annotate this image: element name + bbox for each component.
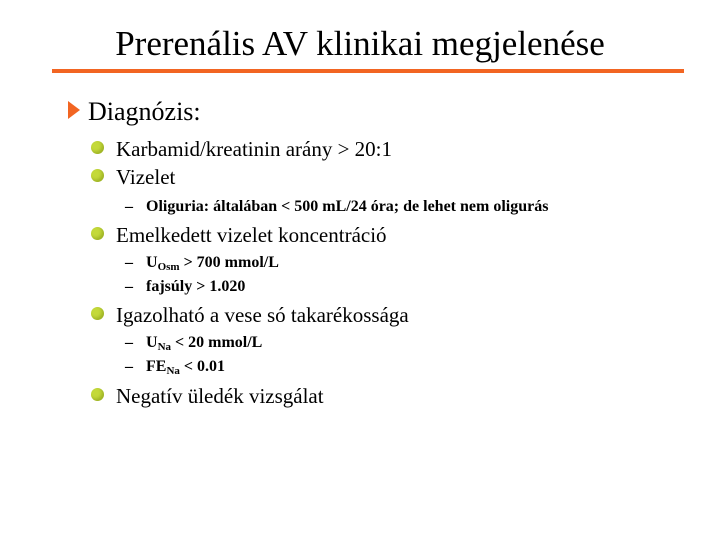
subscript-na: Na (166, 365, 180, 377)
sub-bullet-text (146, 253, 279, 273)
green-dot-icon (91, 169, 104, 182)
sub-bullet-text: Oliguria: általában < 500 mL/24 óra; de lehet nem oligurás (146, 198, 549, 215)
slide-title: Prerenális AV klinikai megjelenése (115, 24, 605, 63)
symbol-fe: FE (146, 358, 167, 375)
bullet-text: Karbamid/kreatinin arány > 20:1 (116, 137, 393, 161)
value-text: < 0.01 (179, 358, 226, 375)
sub-bullet-text (146, 357, 225, 377)
heading-text: Diagnózis: (88, 97, 201, 126)
dash-icon: – (125, 358, 133, 375)
subscript-osm: Osm (157, 261, 180, 273)
dash-icon: – (125, 334, 133, 351)
sub-bullet-text: fajsúly > 1.020 (146, 278, 246, 295)
green-dot-icon (91, 388, 104, 401)
green-dot-icon (91, 141, 104, 154)
bullet-text: Vizelet (116, 165, 176, 189)
green-dot-icon (91, 307, 104, 320)
bullet-text: Negatív üledék vizsgálat (116, 384, 324, 408)
dash-icon: – (125, 198, 133, 215)
dash-icon: – (125, 254, 133, 271)
dash-icon: – (125, 278, 133, 295)
green-dot-icon (91, 227, 104, 240)
title-underline (52, 69, 684, 73)
symbol-u: U (146, 254, 158, 271)
value-text: > 700 mmol/L (179, 254, 279, 271)
triangle-arrow-icon (68, 101, 80, 119)
bullet-text: Igazolható a vese só takarékossága (116, 303, 409, 327)
sub-bullet-text (146, 333, 262, 353)
value-text: < 20 mmol/L (171, 334, 263, 351)
bullet-text: Emelkedett vizelet koncentráció (116, 223, 387, 247)
subscript-na: Na (157, 341, 172, 353)
symbol-u: U (146, 334, 158, 351)
